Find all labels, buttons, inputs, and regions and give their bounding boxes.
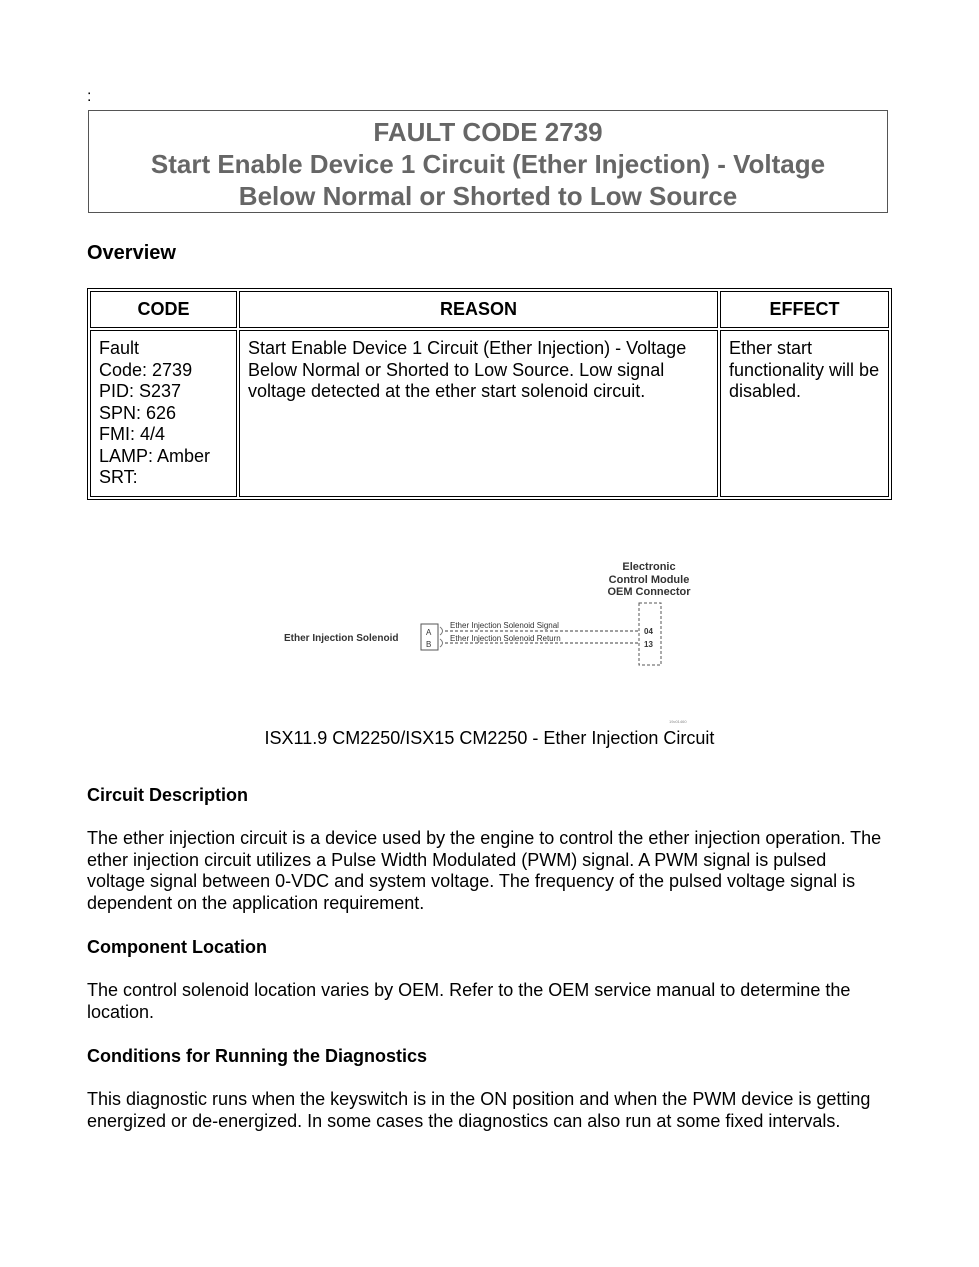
reason-cell: Start Enable Device 1 Circuit (Ether Injection) - Voltage Below Normal or Shorted to Low Source. Low signal voltage detected at the ether start solenoid circuit. bbox=[239, 330, 718, 497]
header-effect: EFFECT bbox=[720, 291, 889, 328]
pin-b-label: B bbox=[426, 640, 432, 649]
fault-overview-table bbox=[87, 288, 892, 500]
table-header-row bbox=[90, 291, 889, 328]
circuit-description-heading: Circuit Description bbox=[87, 785, 249, 805]
table-row bbox=[90, 330, 889, 497]
code-line-pid: PID: S237 bbox=[99, 381, 182, 401]
return-wire-label: Ether Injection Solenoid Return bbox=[450, 634, 561, 643]
fault-description-line-2: Below Normal or Shorted to Low Source bbox=[238, 181, 738, 211]
ether-injection-circuit-diagram bbox=[270, 555, 710, 725]
component-location-heading: Component Location bbox=[87, 937, 267, 957]
ecm-pin-return: 13 bbox=[644, 640, 653, 649]
diagram-ref-code: 19c01460 bbox=[669, 719, 687, 724]
component-location-text: The control solenoid location varies by OEM. Refer to the OEM service manual to determine the location. bbox=[87, 980, 851, 1022]
signal-wire-label: Ether Injection Solenoid Signal bbox=[450, 621, 559, 630]
solenoid-label: Ether Injection Solenoid bbox=[284, 633, 399, 644]
ecm-pin-signal: 04 bbox=[644, 627, 653, 636]
header-code: CODE bbox=[90, 291, 237, 328]
fault-description-line-1: Start Enable Device 1 Circuit (Ether Injection) - Voltage bbox=[150, 149, 826, 179]
code-line-spn: SPN: 626 bbox=[99, 402, 177, 423]
code-line-srt: SRT: bbox=[99, 467, 138, 487]
code-cell bbox=[90, 330, 237, 497]
overview-heading: Overview bbox=[87, 242, 176, 264]
pin-a-label: A bbox=[426, 628, 432, 637]
ecm-label-line-2: Control Module bbox=[608, 574, 690, 586]
fault-title-box bbox=[88, 110, 888, 213]
ecm-label-line-1: Electronic bbox=[622, 561, 676, 573]
leading-colon: : bbox=[87, 88, 92, 105]
code-line-lamp: LAMP: Amber bbox=[99, 445, 211, 466]
ecm-label-line-3: OEM Connector bbox=[607, 586, 691, 598]
diagram-caption: ISX11.9 CM2250/ISX15 CM2250 - Ether Injection Circuit bbox=[264, 728, 715, 748]
conditions-text: This diagnostic runs when the keyswitch is in the ON position and when the PWM device is getting energized or de-energized. In some cases the diagnostics can also run at some fixed intervals. bbox=[87, 1089, 871, 1131]
conditions-heading: Conditions for Running the Diagnostics bbox=[87, 1046, 427, 1066]
circuit-description-text: The ether injection circuit is a device used by the engine to control the ether injection operation. The ether injection circuit utilizes a Pulse Width Modulated (PWM) signal. A PWM signal is pulsed voltage signal between 0-VDC and system voltage. The frequency of the pulsed voltage signal is dependent on the application requirement. bbox=[87, 828, 882, 913]
code-line-fmi: FMI: 4/4 bbox=[99, 424, 166, 444]
code-line-code: Code: 2739 bbox=[99, 359, 193, 380]
fault-code-title: FAULT CODE 2739 bbox=[373, 117, 603, 147]
header-reason: REASON bbox=[239, 291, 718, 328]
effect-cell: Ether start functionality will be disabled. bbox=[720, 330, 889, 497]
code-line-fault: Fault bbox=[99, 338, 140, 358]
